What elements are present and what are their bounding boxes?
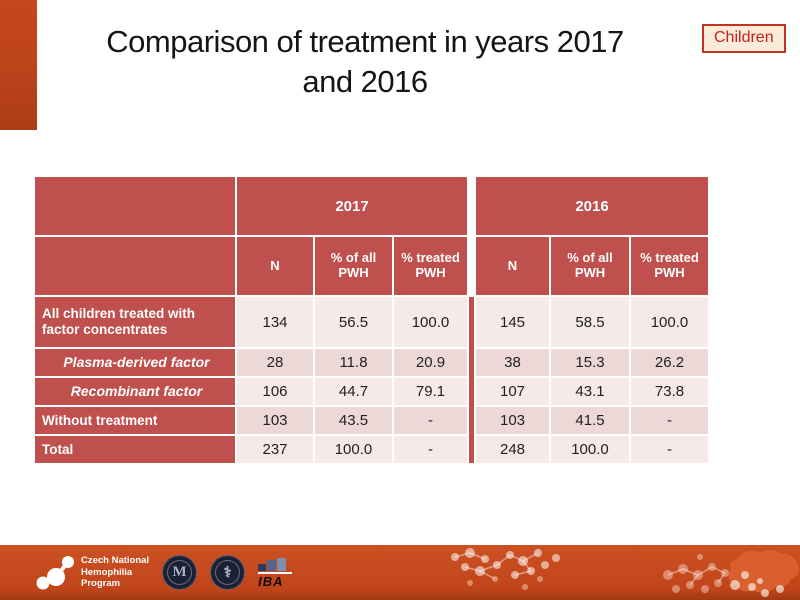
accent-bar: [0, 0, 37, 130]
data-cell: 56.5: [315, 297, 392, 347]
data-cell: 28: [237, 349, 313, 376]
iba-squares-icon: [258, 557, 286, 571]
data-cell: 79.1: [394, 378, 467, 405]
group-divider-stripe: [469, 297, 474, 463]
data-cell: 107: [476, 378, 549, 405]
data-cell: 237: [237, 436, 313, 463]
data-cell: 100.0: [315, 436, 392, 463]
data-cell: 103: [476, 407, 549, 434]
table-corner-cell-2: [35, 237, 235, 295]
data-cell: 43.5: [315, 407, 392, 434]
data-cell: 100.0: [551, 436, 629, 463]
column-group-2016: 2016: [476, 177, 708, 235]
sub-header-pct-treated-2017: % treated PWH: [394, 237, 467, 295]
data-cell: 11.8: [315, 349, 392, 376]
molecule-icon: [36, 553, 76, 593]
sub-header-n-2017: N: [237, 237, 313, 295]
data-cell: 41.5: [551, 407, 629, 434]
data-cell: 103: [237, 407, 313, 434]
footer-bar: [0, 545, 800, 600]
data-cell: 248: [476, 436, 549, 463]
sub-header-pct-all-2017: % of all PWH: [315, 237, 392, 295]
row-label: Recombinant factor: [35, 378, 235, 405]
row-label: Without treatment: [35, 407, 235, 434]
program-logo: [36, 553, 149, 593]
column-group-2017: 2017: [237, 177, 467, 235]
data-cell: 43.1: [551, 378, 629, 405]
row-label: Plasma-derived factor: [35, 349, 235, 376]
group-divider-header: [469, 177, 474, 295]
data-cell: 145: [476, 297, 549, 347]
medical-faculty-seal-icon: ⚕: [210, 555, 245, 590]
data-cell: 15.3: [551, 349, 629, 376]
data-cell: 106: [237, 378, 313, 405]
data-cell: 26.2: [631, 349, 708, 376]
comparison-table: [35, 177, 708, 463]
data-cell: 100.0: [394, 297, 467, 347]
iba-logo: [258, 557, 294, 589]
data-cell: 20.9: [394, 349, 467, 376]
data-cell: -: [394, 436, 467, 463]
data-cell: 38: [476, 349, 549, 376]
data-cell: 100.0: [631, 297, 708, 347]
row-label: All children treated with factor concentrates: [35, 297, 235, 347]
data-cell: 58.5: [551, 297, 629, 347]
university-seal-icon: M: [162, 555, 197, 590]
children-badge: Children: [702, 24, 786, 53]
table-corner-cell: [35, 177, 235, 235]
data-cell: -: [631, 407, 708, 434]
sub-header-pct-all-2016: % of all PWH: [551, 237, 629, 295]
sub-header-n-2016: N: [476, 237, 549, 295]
data-cell: -: [631, 436, 708, 463]
row-label: Total: [35, 436, 235, 463]
footer-dots-decoration: [400, 545, 800, 600]
data-cell: 134: [237, 297, 313, 347]
iba-label: IBA: [258, 573, 284, 589]
data-cell: 73.8: [631, 378, 708, 405]
org-name: Czech National Hemophilia Program: [81, 555, 150, 590]
page-title: Comparison of treatment in years 2017 and 2016: [106, 24, 624, 100]
data-cell: -: [394, 407, 467, 434]
sub-header-pct-treated-2016: % treated PWH: [631, 237, 708, 295]
data-cell: 44.7: [315, 378, 392, 405]
